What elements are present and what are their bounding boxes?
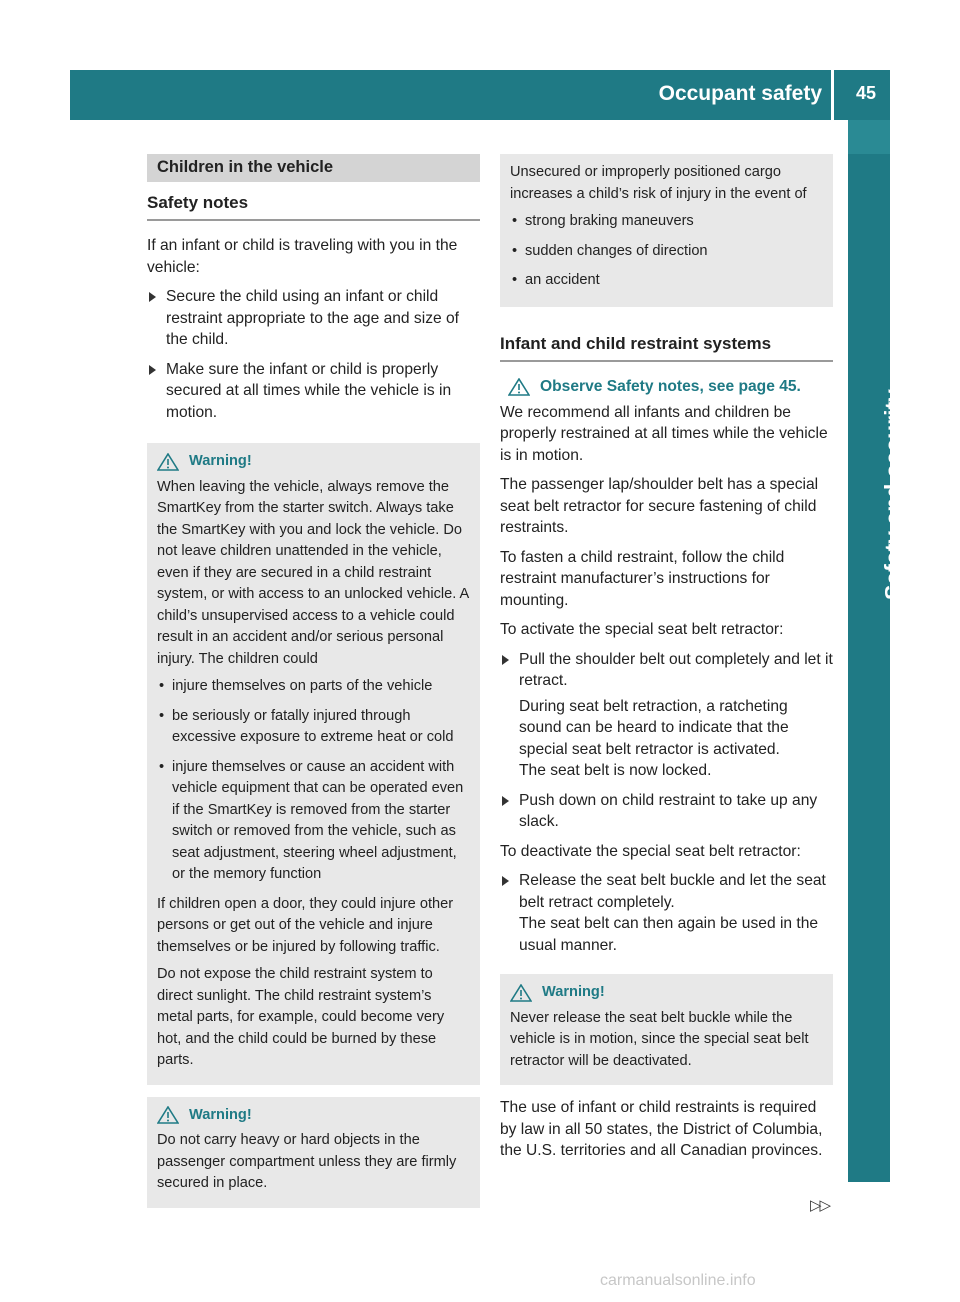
action-result: During seat belt retraction, a ratcheting sound can be heard to indicate that the special seat belt retractor is activated.: [519, 697, 789, 758]
paragraph: To fasten a child restraint, follow the child restraint manufacturer’s instructions for mounting.: [500, 548, 785, 609]
watermark: carmanualsonline.info: [600, 1272, 756, 1289]
warning-box: [147, 1097, 480, 1208]
action-item: Push down on child restraint to take up any slack.: [500, 790, 833, 833]
action-result: The seat belt is now locked.: [519, 762, 712, 779]
action-text: Pull the shoulder belt out completely and let it retract.: [519, 650, 833, 689]
side-tab: [848, 120, 906, 1182]
warning-box: [147, 443, 480, 1085]
side-tab-square: [848, 120, 890, 154]
warning-paragraph: Do not expose the child restraint system to direct sunlight. The child restraint system’s metal parts, for example, could become very hot, and the child could be burned by these parts.: [157, 966, 445, 1068]
cargo-bullet: • sudden changes of direction: [510, 241, 823, 263]
warning-box: [500, 974, 833, 1085]
right-column: [500, 154, 833, 1170]
warning-triangle-icon: [157, 1106, 179, 1124]
chapter-title: Children in the vehicle: [147, 154, 480, 182]
intro-paragraph: If an infant or child is traveling with you in the vehicle:: [147, 237, 458, 276]
warning-body: Do not carry heavy or hard objects in the passenger compartment unless they are firmly secured in place.: [157, 1132, 457, 1191]
paragraph: The passenger lap/shoulder belt has a special seat belt retractor for secure fastening of child restraints.: [500, 476, 819, 536]
warning-title: Warning!: [542, 984, 605, 1000]
cargo-bullet: • strong braking maneuvers: [510, 211, 823, 233]
header-bar: [70, 70, 890, 120]
warning-header: [510, 982, 823, 1004]
warning-triangle-icon: [157, 453, 179, 471]
warning-triangle-icon: [508, 378, 530, 396]
warning-title: Warning!: [189, 1106, 252, 1123]
action-item: [500, 649, 833, 782]
left-column: [147, 154, 480, 1220]
action-item: Make sure the infant or child is properly secured at all times while the vehicle is in motion.: [147, 359, 480, 424]
side-tab-label: Safety and security: [880, 389, 906, 600]
safety-notes-heading: Safety notes: [147, 188, 480, 222]
deactivate-intro: To deactivate the special seat belt retractor:: [500, 842, 801, 860]
cargo-body: Unsecured or improperly positioned cargo increases a child’s risk of injury in the event of: [510, 164, 807, 202]
law-paragraph: The use of infant or child restraints is required by law in all 50 states, the District of Columbia, the U.S. territories and all Canadian provinces.: [500, 1099, 823, 1159]
continue-arrow-icon: ▷▷: [810, 1197, 830, 1214]
activate-intro: To activate the special seat belt retractor:: [500, 621, 784, 638]
action-item: [500, 870, 833, 956]
warning-body: When leaving the vehicle, always remove the SmartKey from the starter switch. Always take the SmartKey with you and lock the vehicle. Do not leave children unattended in the vehicle, even if they are secured in a child restraint system, or with access to an unlocked vehicle. A child’s unsupervised access to a vehicle could result in an accident and/or serious personal injury. The children could: [157, 478, 469, 667]
warning-body: Never release the seat belt buckle while the vehicle is in motion, since the special seat belt retractor will be deactivated.: [510, 1009, 809, 1069]
action-text: Release the seat belt buckle and let the seat belt retract completely.: [519, 872, 826, 911]
warning-header: [157, 1105, 470, 1127]
cargo-warning-continuation: [500, 154, 833, 307]
restraint-systems-heading: Infant and child restraint systems: [500, 329, 833, 363]
header-divider: [831, 70, 834, 120]
warning-paragraph: If children open a door, they could injure other persons or get out of the vehicle and injure themselves or be injured by following traffic.: [157, 895, 454, 955]
observe-note: [508, 376, 833, 398]
warning-bullet: • be seriously or fatally injured through excessive exposure to extreme heat or cold: [157, 706, 470, 749]
paragraph: We recommend all infants and children be properly restrained at all times while the vehicle is in motion.: [500, 403, 828, 464]
cargo-bullet: • an accident: [510, 270, 823, 292]
side-tab-label-wrap: [850, 320, 906, 620]
section-title: Occupant safety: [658, 82, 822, 105]
observe-note-text[interactable]: Observe Safety notes, see page 45.: [540, 378, 801, 395]
warning-title: Warning!: [189, 453, 252, 469]
action-result: The seat belt can then again be used in the usual manner.: [519, 915, 819, 954]
warning-bullet: • injure themselves or cause an accident with vehicle equipment that can be operated even if the SmartKey is removed from the starter switch or removed from the vehicle, such as seat adjustment, steering wheel adjustment, or the memory function: [157, 757, 470, 886]
warning-bullet: • injure themselves on parts of the vehicle: [157, 676, 470, 698]
action-item: Secure the child using an infant or child restraint appropriate to the age and size of the child.: [147, 286, 480, 351]
warning-triangle-icon: [510, 984, 532, 1002]
warning-header: [157, 451, 470, 473]
page-number: 45: [855, 83, 876, 103]
